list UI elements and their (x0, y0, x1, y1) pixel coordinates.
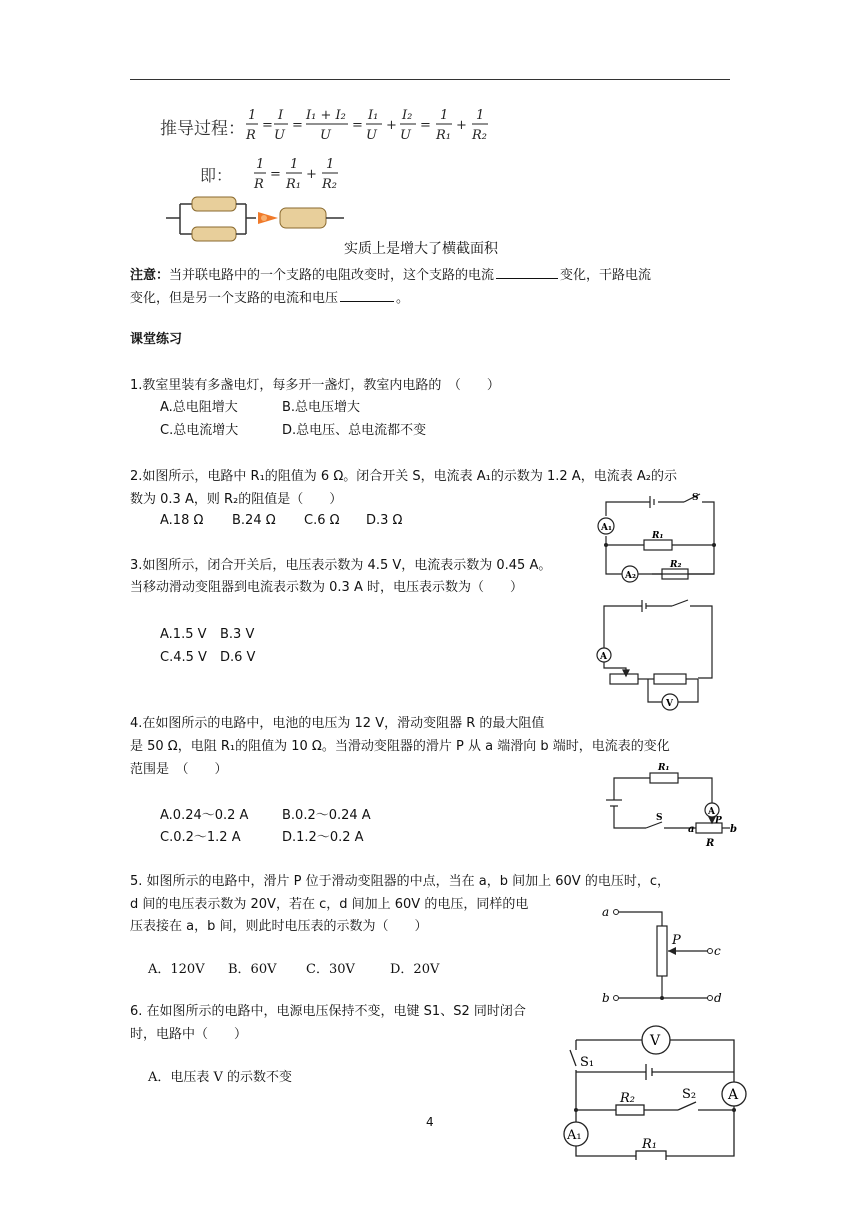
q1-option-d: D.总电压、总电流都不变 (282, 423, 427, 438)
q1-stem: 1.教室里装有多盏电灯，每多开一盏灯，教室内电路的 （ ） (130, 378, 500, 393)
svg-text:R₁: R₁ (652, 531, 664, 541)
svg-text:1: 1 (290, 157, 299, 172)
illustration-caption: 实质上是增大了横截面积 (344, 241, 498, 257)
q2-option-c: C.6 Ω (304, 513, 340, 528)
q4-line-2: 是 50 Ω，电阻 R₁的阻值为 10 Ω。当滑动变阻器的滑片 P 从 a 端滑向 b 端时，电流表的变化 (130, 739, 670, 754)
ie-formula (252, 152, 352, 196)
derivation-formula (244, 102, 514, 152)
q5-option-a: A．120V (148, 962, 205, 977)
svg-text:V: V (666, 699, 673, 709)
parallel-resistor-illustration (166, 192, 346, 248)
svg-text:U: U (320, 128, 331, 143)
note-line-2 (130, 288, 409, 309)
svg-text:R₁: R₁ (658, 763, 670, 773)
q5-line-2: d 间的电压表示数为 20V，若在 c，d 间加上 60V 的电压，同样的电 (130, 897, 529, 912)
q2-line-1: 2.如图所示，电路中 R₁的阻值为 6 Ω。闭合开关 S，电流表 A₁的示数为 1.2 A，电流表 A₂的示 (130, 469, 677, 484)
svg-text:I₁: I₁ (368, 108, 379, 123)
svg-text:R₂: R₂ (322, 177, 337, 192)
q3-option-a: A.1.5 V (160, 627, 207, 642)
blank-1 (496, 265, 558, 279)
svg-text:R₂: R₂ (472, 128, 487, 143)
svg-text:d: d (714, 991, 722, 1005)
svg-text:b: b (730, 824, 737, 835)
svg-text:U: U (366, 128, 377, 143)
blank-2 (340, 288, 394, 302)
q6-line-2: 时，电路中（ ） (130, 1027, 248, 1042)
svg-text:=: = (292, 118, 303, 133)
q3-line-2: 当移动滑动变阻器到电流表示数为 0.3 A 时，电压表示数为（ ） (130, 580, 523, 595)
note-text-1a: 当并联电路中的一个支路的电阻改变时，这个支路的电流 (169, 268, 495, 283)
svg-text:P: P (715, 816, 722, 826)
svg-text:S: S (692, 493, 699, 503)
svg-text:a: a (602, 905, 610, 919)
svg-text:I: I (278, 108, 284, 123)
svg-text:R₁: R₁ (286, 177, 301, 192)
svg-text:S: S (656, 813, 663, 823)
svg-text:S₁: S₁ (580, 1055, 595, 1070)
note-line-1 (130, 265, 651, 286)
svg-text:=: = (420, 118, 431, 133)
svg-text:1: 1 (256, 157, 265, 172)
q3-circuit-diagram (592, 598, 722, 714)
svg-text:R₂: R₂ (620, 1091, 635, 1106)
svg-text:I₂: I₂ (402, 108, 413, 123)
q4-option-c: C.0.2～1.2 A (160, 830, 241, 845)
q4-circuit-diagram (598, 756, 742, 852)
q4-option-b: B.0.2～0.24 A (282, 808, 371, 823)
note-text-1b: 变化，干路电流 (560, 268, 652, 283)
note-prefix: 注意： (130, 268, 170, 283)
svg-text:A₁: A₁ (567, 1128, 582, 1143)
q6-line-1: 6. 在如图所示的电路中，电源电压保持不变，电键 S1、S2 同时闭合 (130, 1004, 526, 1019)
q5-option-d: D．20V (390, 962, 440, 977)
svg-text:R₁: R₁ (436, 128, 451, 143)
svg-text:A₁: A₁ (601, 523, 612, 533)
derivation-label: 推导过程： (160, 119, 245, 139)
q4-option-d: D.1.2～0.2 A (282, 830, 364, 845)
svg-text:+: + (386, 118, 397, 133)
q5-circuit-diagram (598, 896, 732, 1010)
svg-text:V: V (650, 1033, 661, 1049)
svg-text:I₁ + I₂: I₁ + I₂ (306, 108, 346, 123)
svg-text:=: = (262, 118, 273, 133)
svg-text:A: A (600, 652, 607, 662)
svg-text:R: R (706, 838, 715, 849)
svg-text:+: + (456, 118, 467, 133)
q2-option-a: A.18 Ω (160, 513, 204, 528)
svg-text:R₂: R₂ (670, 560, 682, 570)
q1-option-a: A.总电阻增大 (160, 400, 238, 415)
q2-circuit-diagram (592, 490, 722, 584)
svg-text:R₁: R₁ (642, 1137, 657, 1152)
q3-line-1: 3.如图所示，闭合开关后，电压表示数为 4.5 V，电流表示数为 0.45 A。 (130, 558, 552, 573)
svg-text:c: c (714, 944, 721, 958)
svg-text:S₂: S₂ (682, 1087, 697, 1102)
q6-circuit-diagram (556, 1022, 750, 1160)
note-text-2b: 。 (396, 291, 410, 306)
page-number: 4 (426, 1115, 434, 1129)
svg-text:=: = (270, 167, 281, 182)
q5-option-c: C．30V (306, 962, 355, 977)
section-title: 课堂练习 (130, 332, 183, 347)
q3-option-c: C.4.5 V (160, 650, 207, 665)
svg-text:b: b (602, 991, 610, 1005)
svg-text:A₂: A₂ (625, 571, 636, 581)
svg-text:a: a (688, 824, 695, 835)
svg-text:1: 1 (476, 108, 485, 123)
svg-text:+: + (306, 167, 317, 182)
svg-text:P: P (672, 933, 681, 948)
svg-text:=: = (352, 118, 363, 133)
q1-option-b: B.总电压增大 (282, 400, 361, 415)
svg-text:U: U (274, 128, 285, 143)
q2-line-2: 数为 0.3 A，则 R₂的阻值是（ ） (130, 492, 343, 507)
header-rule (130, 79, 730, 80)
svg-text:A: A (728, 1087, 739, 1103)
q1-option-c: C.总电流增大 (160, 423, 239, 438)
q2-option-b: B.24 Ω (232, 513, 276, 528)
svg-text:1: 1 (326, 157, 335, 172)
q4-option-a: A.0.24～0.2 A (160, 808, 249, 823)
q3-option-b: B.3 V (220, 627, 255, 642)
q5-option-b: B．60V (228, 962, 277, 977)
q3-option-d: D.6 V (220, 650, 256, 665)
q4-line-3: 范围是 （ ） (130, 762, 228, 777)
q5-line-1: 5. 如图所示的电路中，滑片 P 位于滑动变阻器的中点，当在 a，b 间加上 60V 的电压时，c， (130, 874, 670, 889)
note-text-2a: 变化，但是另一个支路的电流和电压 (130, 291, 339, 306)
q4-line-1: 4.在如图所示的电路中，电池的电压为 12 V，滑动变阻器 R 的最大阻值 (130, 716, 545, 731)
ie-label: 即： (200, 166, 233, 185)
q6-option-a: A．电压表 V 的示数不变 (148, 1070, 293, 1085)
svg-text:1: 1 (248, 108, 257, 123)
svg-text:R: R (246, 128, 256, 143)
svg-text:U: U (400, 128, 411, 143)
q5-line-3: 压表接在 a，b 间，则此时电压表的示数为（ ） (130, 919, 428, 934)
svg-text:R: R (254, 177, 264, 192)
svg-text:A: A (708, 807, 715, 817)
q2-option-d: D.3 Ω (366, 513, 403, 528)
svg-text:1: 1 (440, 108, 449, 123)
